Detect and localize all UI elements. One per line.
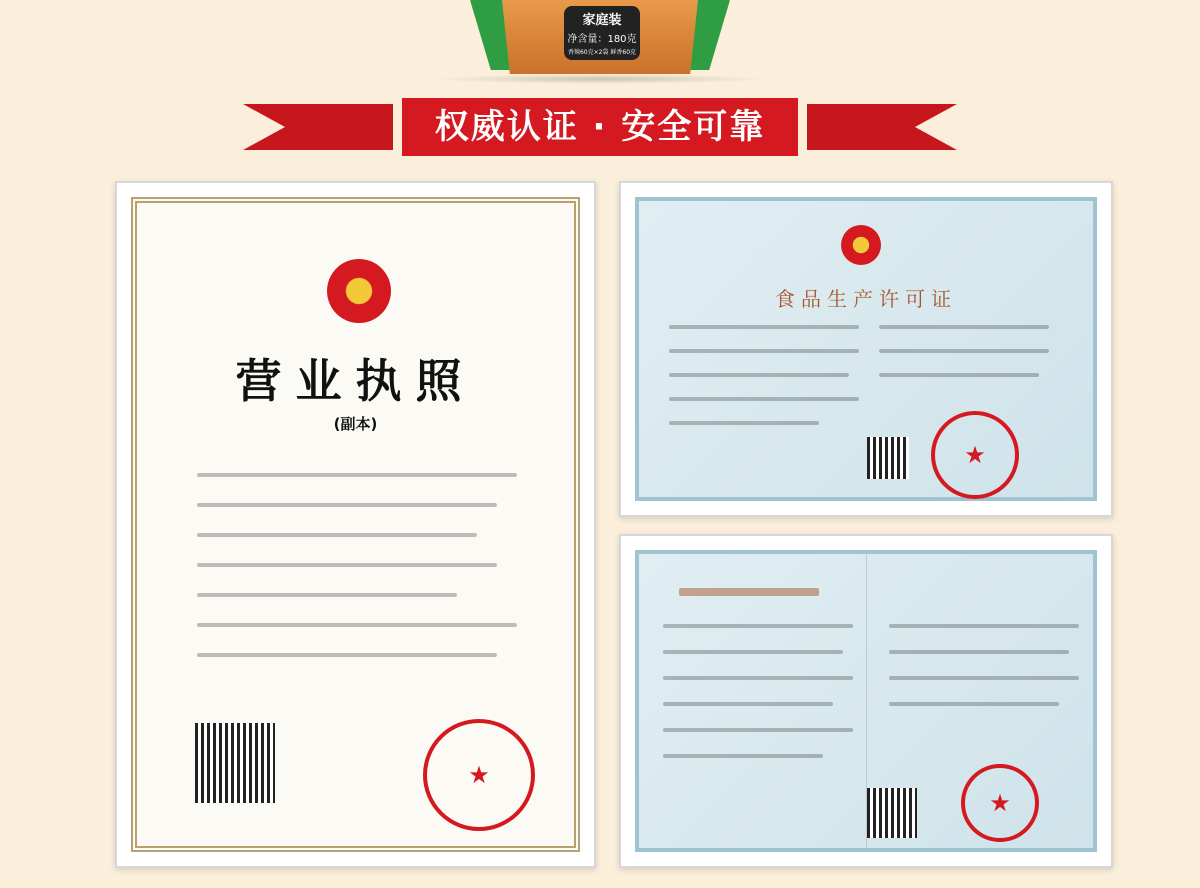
license-text-line bbox=[663, 728, 853, 732]
package-label-line1: 家庭装 bbox=[582, 13, 622, 28]
license-text-line bbox=[197, 623, 517, 627]
business-license-scan bbox=[131, 197, 580, 852]
license-text-line bbox=[197, 533, 477, 537]
license-text-line bbox=[669, 397, 859, 401]
license-text-line bbox=[197, 593, 457, 597]
license-text-line bbox=[889, 624, 1079, 628]
license-text-line bbox=[879, 325, 1049, 329]
license-text-line bbox=[663, 676, 853, 680]
license-text-line bbox=[669, 349, 859, 353]
license-title-placeholder bbox=[679, 588, 819, 596]
license-text-line bbox=[879, 373, 1039, 377]
food-production-license-scan bbox=[635, 197, 1097, 501]
license-text-line bbox=[889, 702, 1059, 706]
license-text-line bbox=[669, 373, 849, 377]
qr-code bbox=[867, 437, 909, 479]
license-text-line bbox=[663, 754, 823, 758]
official-seal-icon bbox=[423, 719, 535, 831]
license-text-line bbox=[197, 503, 497, 507]
food-production-license-card bbox=[619, 181, 1113, 517]
banner-ribbon-right bbox=[807, 104, 957, 150]
section-banner bbox=[402, 98, 798, 156]
license-text-line bbox=[197, 473, 517, 477]
license-text-line bbox=[663, 702, 833, 706]
license-text-line bbox=[669, 421, 819, 425]
official-seal-icon bbox=[961, 764, 1039, 842]
license-text-line bbox=[663, 624, 853, 628]
business-license-subtitle: (副本) bbox=[333, 415, 378, 433]
package-label-line2: 净含量：180克 bbox=[567, 34, 637, 45]
official-seal-icon bbox=[931, 411, 1019, 499]
package-shadow bbox=[430, 74, 770, 84]
license-text-line bbox=[197, 563, 497, 567]
license-text-line bbox=[889, 650, 1069, 654]
qr-code bbox=[195, 723, 275, 803]
license-text-line bbox=[879, 349, 1049, 353]
package-label-line3: 香辣60克×2袋 鲜香60克 bbox=[567, 49, 637, 56]
license-text-line bbox=[889, 676, 1079, 680]
food-production-license-title: 食品生产许可证 bbox=[775, 287, 957, 311]
business-license-card bbox=[115, 181, 596, 868]
package-label bbox=[564, 6, 640, 60]
food-business-license-card bbox=[619, 534, 1113, 868]
license-text-line bbox=[669, 325, 859, 329]
national-emblem-icon bbox=[841, 225, 881, 265]
product-package-image bbox=[470, 0, 730, 78]
license-text-line bbox=[663, 650, 843, 654]
section-banner-title: 权威认证 · 安全可靠 bbox=[434, 107, 766, 147]
license-text-line bbox=[197, 653, 497, 657]
business-license-title: 营业执照 bbox=[235, 354, 476, 408]
banner-ribbon-left bbox=[243, 104, 393, 150]
food-business-license-scan bbox=[635, 550, 1097, 852]
qr-code bbox=[867, 788, 917, 838]
national-emblem-icon bbox=[327, 259, 391, 323]
